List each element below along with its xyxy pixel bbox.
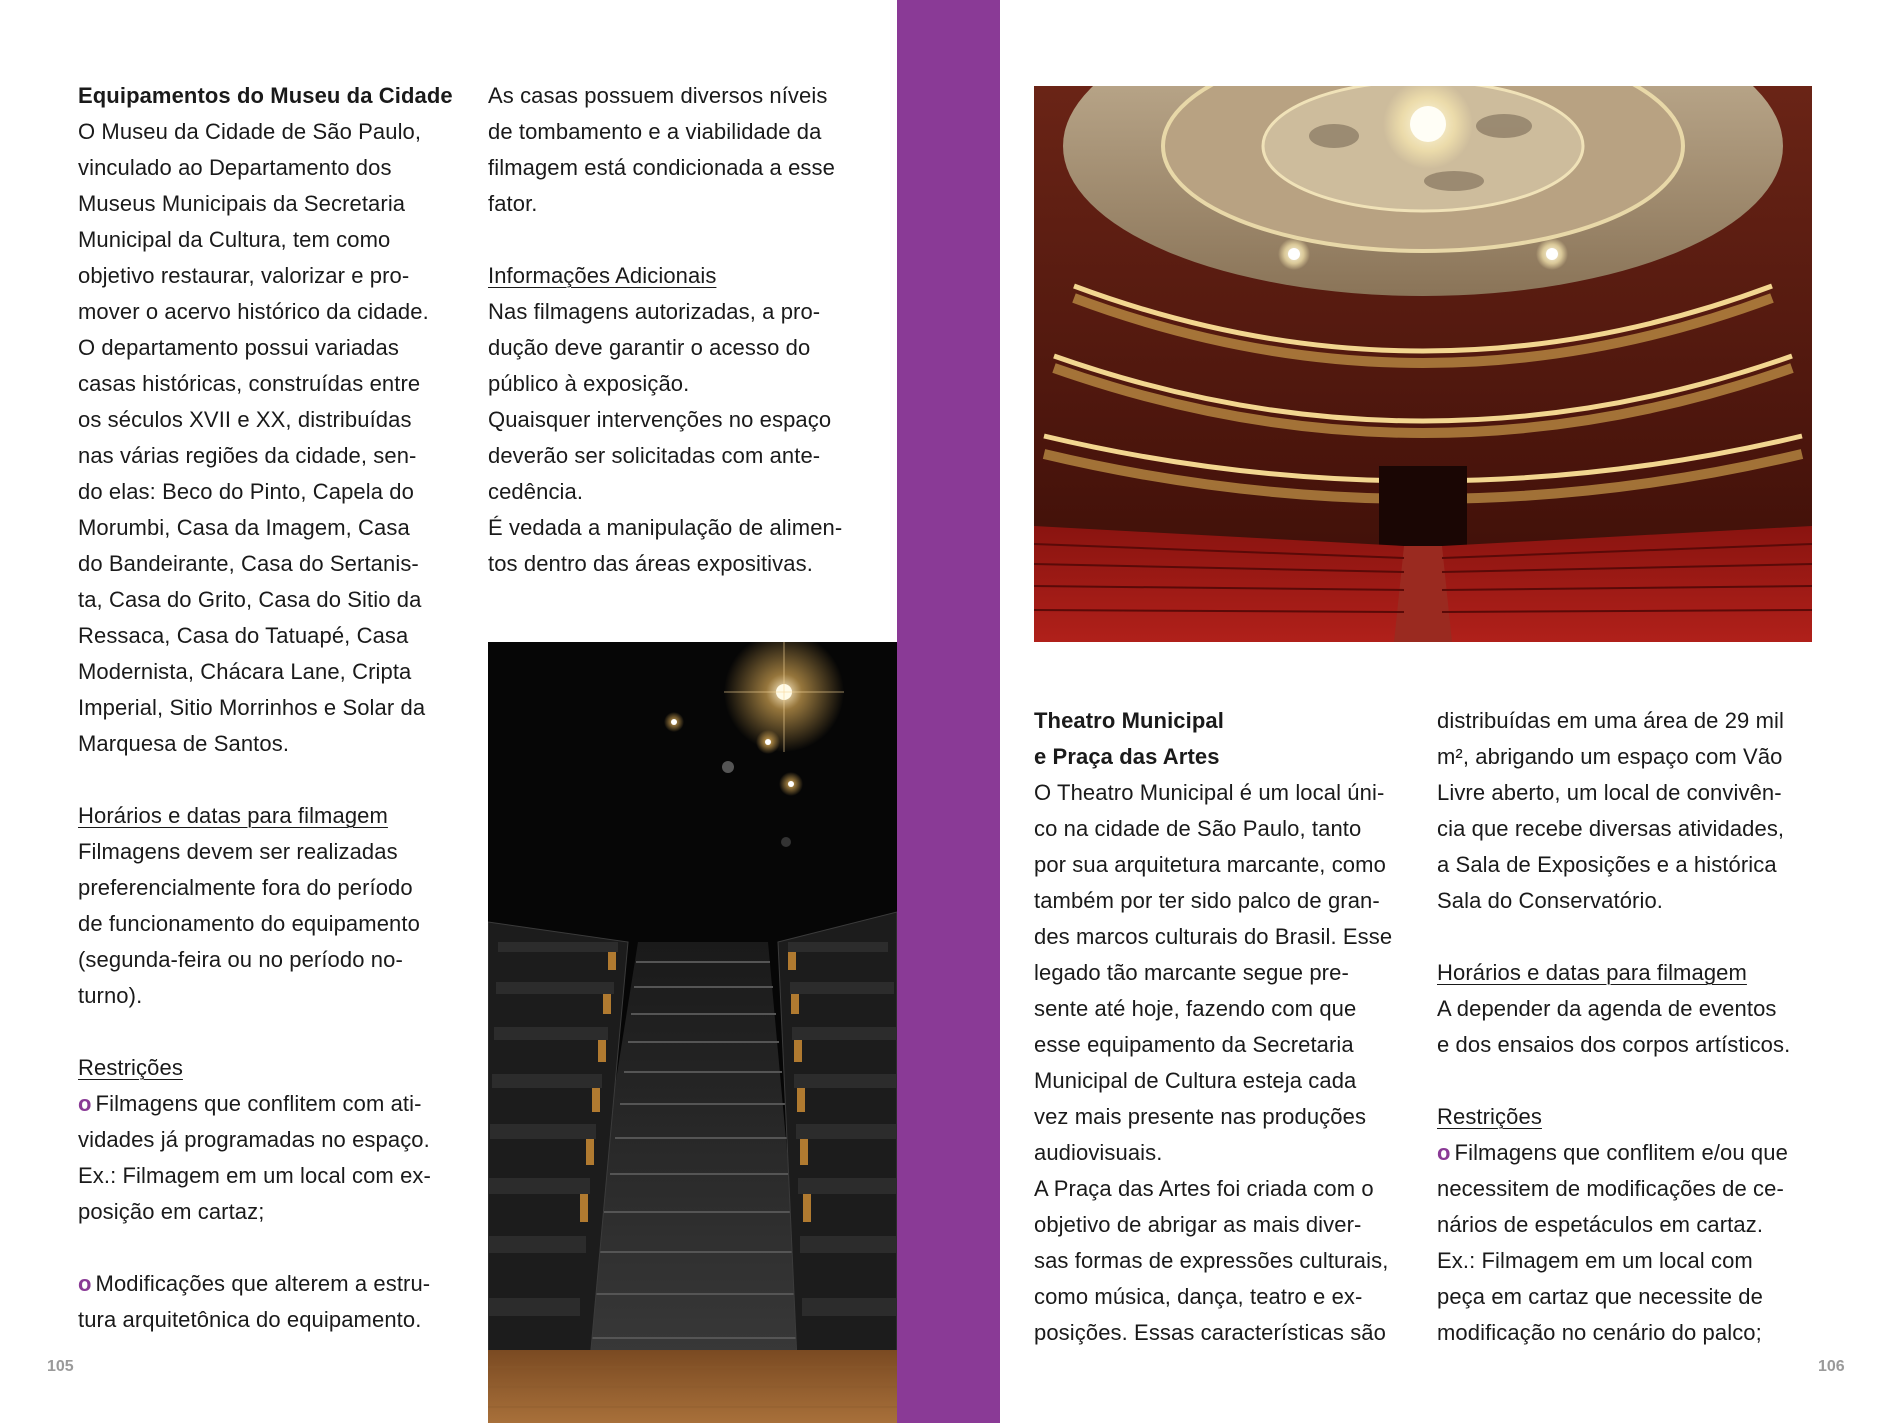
text-line: público à exposição.: [488, 371, 690, 396]
page-number: 106: [1818, 1358, 1845, 1375]
left-page: [0, 0, 897, 1423]
text-line: O Museu da Cidade de São Paulo,: [78, 119, 422, 144]
text-line: nas várias regiões da cidade, sen-: [78, 443, 417, 468]
text-line: Ex.: Filmagem em um local com: [1437, 1248, 1753, 1273]
text-line: vinculado ao Departamento dos: [78, 155, 392, 180]
text-line: tura arquitetônica do equipamento.: [78, 1307, 422, 1332]
text-line: Nas filmagens autorizadas, a pro-: [488, 299, 821, 324]
museum-heading: Equipamentos do Museu da Cidade: [78, 83, 453, 108]
restriction-item: o Filmagens que conflitem e/ou que: [1437, 1140, 1788, 1165]
theatre-heading: Theatro Municipal: [1034, 708, 1224, 733]
text-line: sente até hoje, fazendo com que: [1034, 996, 1357, 1021]
text-line: vidades já programadas no espaço.: [78, 1127, 430, 1152]
text-line: Marquesa de Santos.: [78, 731, 290, 756]
text-line: tos dentro das áreas expositivas.: [488, 551, 813, 576]
text-line: os séculos XVII e XX, distribuídas: [78, 407, 412, 432]
restrictions-heading: Restrições: [1437, 1104, 1542, 1129]
text-line: Modernista, Chácara Lane, Cripta: [78, 659, 412, 684]
restriction-item: o Filmagens que conflitem com ati-: [78, 1091, 422, 1116]
text-line: modificação no cenário do palco;: [1437, 1320, 1762, 1345]
text-line: des marcos culturais do Brasil. Esse: [1034, 924, 1393, 949]
text-line: por sua arquitetura marcante, como: [1034, 852, 1386, 877]
text-line: distribuídas em uma área de 29 mil: [1437, 708, 1785, 733]
text-line: casas históricas, construídas entre: [78, 371, 421, 396]
text-line: Livre aberto, um local de convivên-: [1437, 780, 1782, 805]
text-line: nários de espetáculos em cartaz.: [1437, 1212, 1764, 1237]
text-line: como música, dança, teatro e ex-: [1034, 1284, 1363, 1309]
text-line: sas formas de expressões culturais,: [1034, 1248, 1389, 1273]
text-line: legado tão marcante segue pre-: [1034, 960, 1349, 985]
museum-column: [78, 78, 468, 1338]
text-line: Municipal de Cultura esteja cada: [1034, 1068, 1357, 1093]
text-line: audiovisuais.: [1034, 1140, 1163, 1165]
text-line: vez mais presente nas produções: [1034, 1104, 1367, 1129]
text-line: posição em cartaz;: [78, 1199, 265, 1224]
text-line: O departamento possui variadas: [78, 335, 399, 360]
text-line: peça em cartaz que necessite de: [1437, 1284, 1763, 1309]
museum-column-2: [488, 78, 878, 582]
hours-heading: Horários e datas para filmagem: [78, 803, 388, 828]
text-line: necessitem de modificações de ce-: [1437, 1176, 1784, 1201]
theatre-photo: [1034, 86, 1812, 642]
text-line: do Bandeirante, Casa do Sertanis-: [78, 551, 419, 576]
text-line: objetivo de abrigar as mais diver-: [1034, 1212, 1362, 1237]
restrictions-heading: Restrições: [78, 1055, 183, 1080]
circle-bullet-icon: o: [78, 1271, 92, 1296]
theatre-column: [1034, 703, 1424, 1351]
hours-heading: Horários e datas para filmagem: [1437, 960, 1747, 985]
text-line: do elas: Beco do Pinto, Capela do: [78, 479, 414, 504]
text-line: posições. Essas características são: [1034, 1320, 1386, 1345]
theatre-heading-line2: e Praça das Artes: [1034, 744, 1220, 769]
text-line: de tombamento e a viabilidade da: [488, 119, 822, 144]
text-line: deverão ser solicitadas com ante-: [488, 443, 821, 468]
page-number: 105: [47, 1358, 74, 1375]
restriction-item: o Modificações que alterem a estru-: [78, 1271, 431, 1296]
text-line: Morumbi, Casa da Imagem, Casa: [78, 515, 410, 540]
text-line: filmagem está condicionada a esse: [488, 155, 835, 180]
text-line: Imperial, Sitio Morrinhos e Solar da: [78, 695, 426, 720]
text-line: É vedada a manipulação de alimen-: [488, 515, 843, 540]
text-line: Museus Municipais da Secretaria: [78, 191, 406, 216]
text-line: Filmagens devem ser realizadas: [78, 839, 398, 864]
text-line: ta, Casa do Grito, Casa do Sitio da: [78, 587, 422, 612]
text-line: A depender da agenda de eventos: [1437, 996, 1777, 1021]
text-line: O Theatro Municipal é um local úni-: [1034, 780, 1385, 805]
text-line: (segunda-feira ou no período no-: [78, 947, 403, 972]
text-line: A Praça das Artes foi criada com o: [1034, 1176, 1374, 1201]
text-line: preferencialmente fora do período: [78, 875, 413, 900]
text-line: cedência.: [488, 479, 584, 504]
text-line: também por ter sido palco de gran-: [1034, 888, 1380, 913]
text-line: a Sala de Exposições e a histórica: [1437, 852, 1777, 877]
text-line: Sala do Conservatório.: [1437, 888, 1663, 913]
circle-bullet-icon: o: [78, 1091, 92, 1116]
text-line: m², abrigando um espaço com Vão: [1437, 744, 1783, 769]
text-line: mover o acervo histórico da cidade.: [78, 299, 429, 324]
text-line: As casas possuem diversos níveis: [488, 83, 828, 108]
theatre-column-2: [1437, 703, 1817, 1351]
text-line: co na cidade de São Paulo, tanto: [1034, 816, 1362, 841]
text-line: dução deve garantir o acesso do: [488, 335, 811, 360]
circle-bullet-icon: o: [1437, 1140, 1451, 1165]
text-line: cia que recebe diversas atividades,: [1437, 816, 1785, 841]
spine-bar: [897, 0, 1000, 1423]
auditorium-photo: [488, 642, 897, 1423]
text-line: objetivo restaurar, valorizar e pro-: [78, 263, 410, 288]
info-heading: Informações Adicionais: [488, 263, 717, 288]
text-line: Municipal da Cultura, tem como: [78, 227, 391, 252]
text-line: fator.: [488, 191, 538, 216]
text-line: esse equipamento da Secretaria: [1034, 1032, 1354, 1057]
text-line: Quaisquer intervenções no espaço: [488, 407, 832, 432]
text-line: Ex.: Filmagem em um local com ex-: [78, 1163, 431, 1188]
museum-description: [78, 114, 468, 762]
text-line: de funcionamento do equipamento: [78, 911, 420, 936]
text-line: turno).: [78, 983, 143, 1008]
text-line: Ressaca, Casa do Tatuapé, Casa: [78, 623, 409, 648]
text-line: e dos ensaios dos corpos artísticos.: [1437, 1032, 1791, 1057]
